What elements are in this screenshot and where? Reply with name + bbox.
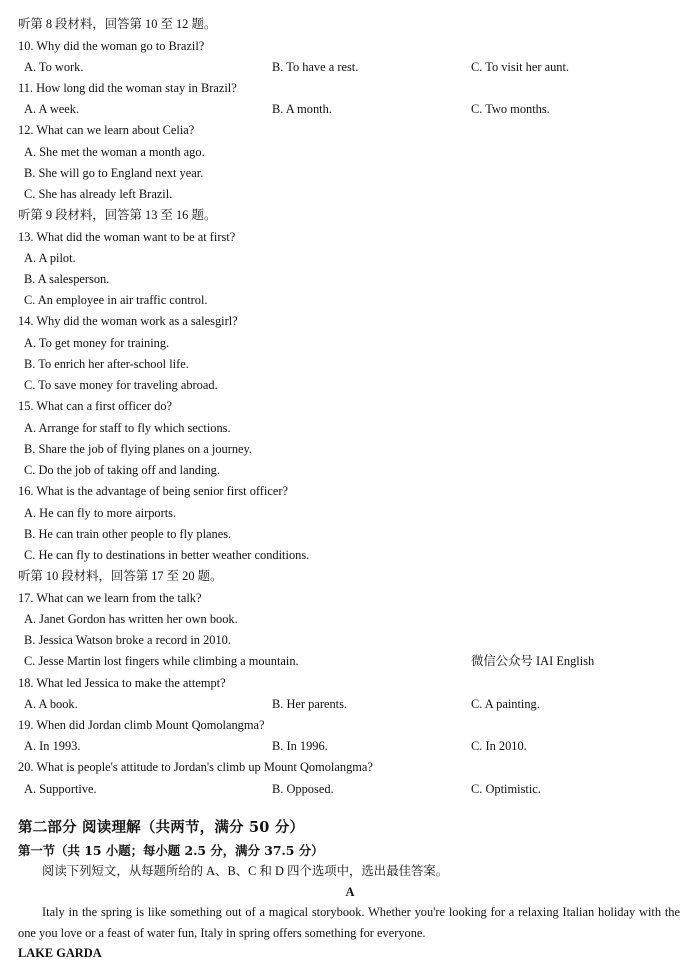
option-a: A. To get money for training. — [24, 336, 170, 350]
option-c: C. A painting. — [471, 697, 540, 711]
option-c: C. Two months. — [471, 102, 550, 116]
option-a: A. A pilot. — [24, 251, 76, 265]
option-a: A. She met the woman a month ago. — [24, 145, 205, 159]
option-b: B. Share the job of flying planes on a journey. — [24, 442, 253, 456]
question-12: 12. What can we learn about Celia? — [18, 123, 195, 137]
options-row-10 — [18, 57, 682, 78]
options-row-20 — [18, 779, 682, 800]
question-20: 20. What is people's attitude to Jordan's climb up Mount Qomolangma? — [18, 760, 373, 774]
option-c: C. Do the job of taking off and landing. — [24, 463, 220, 477]
option-b: B. Jessica Watson broke a record in 2010. — [24, 633, 231, 647]
options-row-19 — [18, 736, 682, 757]
part-title: 第二部分 阅读理解（共两节，满分 50 分） — [18, 819, 305, 836]
question-18: 18. What led Jessica to make the attempt? — [18, 676, 226, 690]
section-header: 听第 10 段材料，回答第 17 至 20 题。 — [18, 569, 223, 583]
watermark-text: 微信公众号 IAI English — [471, 654, 595, 668]
question-10: 10. Why did the woman go to Brazil? — [18, 39, 205, 53]
options-row-17c — [18, 651, 682, 672]
passage-subheading: LAKE GARDA — [18, 946, 102, 960]
passage-label: A — [345, 885, 355, 899]
option-a: A. He can fly to more airports. — [24, 506, 177, 520]
question-13: 13. What did the woman want to be at first? — [18, 230, 236, 244]
options-row-18 — [18, 694, 682, 715]
question-14: 14. Why did the woman work as a salesgirl? — [18, 314, 238, 328]
option-c: C. To save money for traveling abroad. — [24, 378, 218, 392]
option-a: A. A book. — [24, 697, 78, 711]
option-a: A. In 1993. — [24, 739, 81, 753]
instruction: 阅读下列短文，从每题所给的 A、B、C 和 D 四个选项中，选出最佳答案。 — [42, 864, 449, 878]
option-c: C. To visit her aunt. — [471, 60, 570, 74]
option-b: B. She will go to England next year. — [24, 166, 204, 180]
option-c: C. He can fly to destinations in better weather conditions. — [24, 548, 310, 562]
option-b: B. He can train other people to fly planes. — [24, 527, 232, 541]
option-b: B. To have a rest. — [272, 60, 359, 74]
option-b: B. Opposed. — [272, 782, 334, 796]
option-a: A. Janet Gordon has written her own book. — [24, 612, 238, 626]
option-b: B. Her parents. — [272, 697, 348, 711]
option-b: B. In 1996. — [272, 739, 328, 753]
option-c: C. Jesse Martin lost fingers while climbing a mountain. — [24, 654, 299, 668]
question-15: 15. What can a first officer do? — [18, 399, 173, 413]
option-c: C. She has already left Brazil. — [24, 187, 173, 201]
passage-intro: Italy in the spring is like something out of a magical storybook. Whether you're looking for a relaxing Italian holiday with the one you love or a feast of water fun, Italy in spring offers something for everyone. — [18, 905, 680, 940]
section-header: 听第 9 段材料，回答第 13 至 16 题。 — [18, 208, 217, 222]
option-c: C. In 2010. — [471, 739, 527, 753]
option-a: A. A week. — [24, 102, 80, 116]
option-a: A. Supportive. — [24, 782, 97, 796]
option-b: B. A salesperson. — [24, 272, 110, 286]
option-c: C. An employee in air traffic control. — [24, 293, 208, 307]
option-c: C. Optimistic. — [471, 782, 541, 796]
option-a: A. To work. — [24, 60, 84, 74]
question-11: 11. How long did the woman stay in Brazil? — [18, 81, 237, 95]
question-16: 16. What is the advantage of being senior first officer? — [18, 484, 288, 498]
question-17: 17. What can we learn from the talk? — [18, 591, 202, 605]
option-b: B. To enrich her after-school life. — [24, 357, 189, 371]
question-19: 19. When did Jordan climb Mount Qomolangma? — [18, 718, 265, 732]
option-a: A. Arrange for staff to fly which sections. — [24, 421, 231, 435]
option-b: B. A month. — [272, 102, 332, 116]
options-row-11 — [18, 99, 682, 120]
section-title: 第一节（共 15 小题；每小题 2.5 分，满分 37.5 分） — [18, 843, 324, 858]
section-header: 听第 8 段材料，回答第 10 至 12 题。 — [18, 17, 217, 31]
